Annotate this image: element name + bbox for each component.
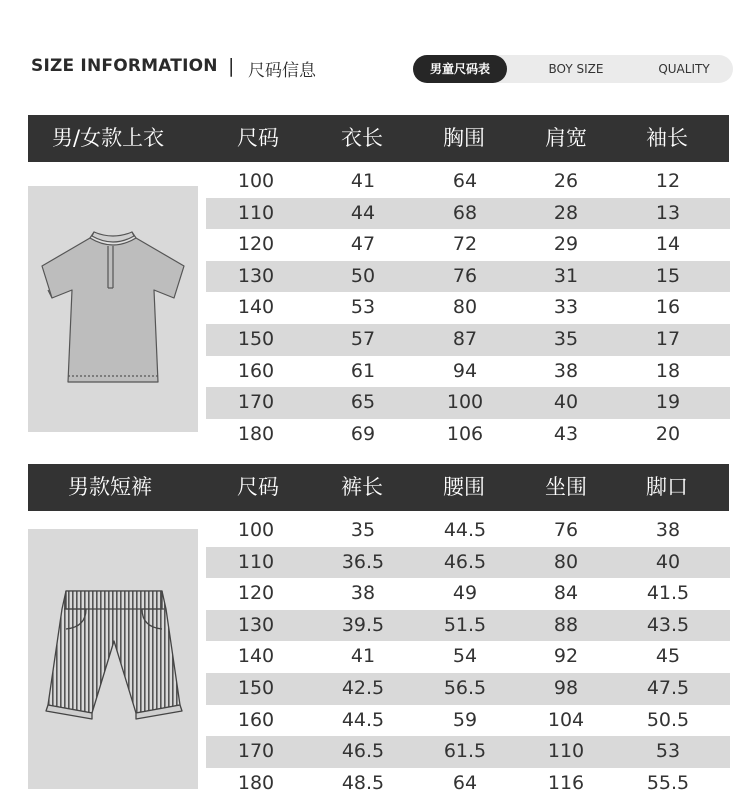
table-cell: 41 bbox=[350, 645, 376, 668]
table-cell: 150 bbox=[237, 677, 275, 699]
table-cell: 43.5 bbox=[646, 613, 690, 636]
table-cell: 120 bbox=[237, 233, 275, 256]
col-leg-opening: 脚口 bbox=[646, 475, 688, 499]
col-waist: 腰围 bbox=[443, 475, 485, 499]
table-cell: 59 bbox=[452, 708, 478, 731]
table-cell: 100 bbox=[237, 170, 275, 192]
table-cell: 53 bbox=[655, 740, 681, 763]
table-row bbox=[206, 673, 730, 705]
table-row bbox=[206, 324, 730, 356]
shorts-table-header bbox=[28, 464, 729, 511]
table-cell: 55.5 bbox=[646, 771, 690, 794]
table-cell: 170 bbox=[237, 740, 275, 763]
table-cell: 57 bbox=[350, 328, 376, 350]
col-size: 尺码 bbox=[237, 126, 279, 150]
shorts-category-label: 男款短裤 bbox=[68, 475, 152, 499]
table-cell: 120 bbox=[237, 582, 275, 605]
table-cell: 160 bbox=[237, 708, 275, 731]
table-cell: 50 bbox=[350, 264, 376, 287]
col-shoulder: 肩宽 bbox=[545, 126, 587, 150]
table-cell: 130 bbox=[237, 613, 275, 636]
table-cell: 14 bbox=[655, 233, 681, 256]
table-cell: 35 bbox=[553, 328, 579, 350]
table-cell: 38 bbox=[350, 582, 376, 605]
table-cell: 29 bbox=[553, 233, 579, 256]
table-cell: 40 bbox=[553, 391, 579, 414]
table-cell: 44 bbox=[350, 201, 376, 224]
table-cell: 40 bbox=[655, 550, 681, 573]
table-row bbox=[206, 387, 730, 419]
table-row bbox=[206, 515, 730, 547]
table-cell: 150 bbox=[237, 328, 275, 350]
table-cell: 180 bbox=[237, 422, 275, 445]
table-cell: 44.5 bbox=[443, 519, 487, 541]
table-cell: 48.5 bbox=[341, 771, 385, 794]
table-cell: 106 bbox=[446, 422, 484, 445]
table-cell: 47 bbox=[350, 233, 376, 256]
table-cell: 80 bbox=[452, 296, 478, 319]
table-cell: 36.5 bbox=[341, 550, 385, 573]
table-cell: 64 bbox=[452, 771, 478, 794]
table-row bbox=[206, 768, 730, 800]
table-cell: 116 bbox=[547, 771, 585, 794]
table-cell: 45 bbox=[655, 645, 681, 668]
table-cell: 110 bbox=[237, 550, 275, 573]
tops-image-panel bbox=[28, 186, 198, 432]
table-cell: 61 bbox=[350, 359, 376, 382]
col-size: 尺码 bbox=[237, 475, 279, 499]
table-cell: 12 bbox=[655, 170, 681, 192]
table-cell: 16 bbox=[655, 296, 681, 319]
tab-boy-size[interactable]: BOY SIZE bbox=[548, 62, 604, 76]
table-cell: 15 bbox=[655, 264, 681, 287]
table-cell: 42.5 bbox=[341, 677, 385, 699]
tops-table-header bbox=[28, 115, 729, 162]
table-cell: 49 bbox=[452, 582, 478, 605]
table-row bbox=[206, 356, 730, 388]
table-cell: 98 bbox=[553, 677, 579, 699]
striped-shorts-icon bbox=[28, 529, 198, 789]
table-cell: 104 bbox=[547, 708, 585, 731]
table-cell: 180 bbox=[237, 771, 275, 794]
polo-shirt-icon bbox=[28, 186, 198, 432]
table-cell: 94 bbox=[452, 359, 478, 382]
table-cell: 41 bbox=[350, 170, 376, 192]
table-cell: 69 bbox=[350, 422, 376, 445]
table-cell: 80 bbox=[553, 550, 579, 573]
col-chest: 胸围 bbox=[443, 126, 485, 150]
table-row bbox=[206, 610, 730, 642]
table-cell: 100 bbox=[237, 519, 275, 541]
table-row bbox=[206, 292, 730, 324]
table-cell: 38 bbox=[553, 359, 579, 382]
page-title-cn: 尺码信息 bbox=[248, 61, 316, 81]
table-cell: 110 bbox=[547, 740, 585, 763]
table-cell: 76 bbox=[452, 264, 478, 287]
table-cell: 18 bbox=[655, 359, 681, 382]
table-cell: 51.5 bbox=[443, 613, 487, 636]
tops-category-label: 男/女款上衣 bbox=[52, 126, 165, 150]
table-cell: 140 bbox=[237, 296, 275, 319]
table-cell: 64 bbox=[452, 170, 478, 192]
table-cell: 72 bbox=[452, 233, 478, 256]
table-cell: 84 bbox=[553, 582, 579, 605]
table-cell: 35 bbox=[350, 519, 376, 541]
table-cell: 76 bbox=[553, 519, 579, 541]
page-title: SIZE INFORMATION bbox=[31, 56, 218, 76]
table-cell: 160 bbox=[237, 359, 275, 382]
table-cell: 46.5 bbox=[341, 740, 385, 763]
table-cell: 170 bbox=[237, 391, 275, 414]
table-row bbox=[206, 166, 730, 198]
tab-boy-size-chart[interactable]: 男童尺码表 bbox=[413, 55, 507, 83]
table-cell: 20 bbox=[655, 422, 681, 445]
table-cell: 87 bbox=[452, 328, 478, 350]
table-cell: 41.5 bbox=[646, 582, 690, 605]
table-cell: 56.5 bbox=[443, 677, 487, 699]
table-cell: 65 bbox=[350, 391, 376, 414]
table-cell: 31 bbox=[553, 264, 579, 287]
table-cell: 38 bbox=[655, 519, 681, 541]
table-cell: 88 bbox=[553, 613, 579, 636]
title-separator: | bbox=[228, 55, 235, 77]
table-cell: 44.5 bbox=[341, 708, 385, 731]
table-cell: 110 bbox=[237, 201, 275, 224]
table-cell: 130 bbox=[237, 264, 275, 287]
table-cell: 50.5 bbox=[646, 708, 690, 731]
table-row bbox=[206, 705, 730, 737]
table-cell: 43 bbox=[553, 422, 579, 445]
col-pants-length: 裤长 bbox=[341, 475, 383, 499]
col-hip: 坐围 bbox=[545, 475, 587, 499]
table-row bbox=[206, 261, 730, 293]
table-cell: 54 bbox=[452, 645, 478, 668]
shorts-image-panel bbox=[28, 529, 198, 789]
table-row bbox=[206, 578, 730, 610]
col-length: 衣长 bbox=[341, 126, 383, 150]
table-row bbox=[206, 229, 730, 261]
table-cell: 100 bbox=[446, 391, 484, 414]
table-row bbox=[206, 198, 730, 230]
table-row bbox=[206, 641, 730, 673]
table-cell: 33 bbox=[553, 296, 579, 319]
table-row bbox=[206, 736, 730, 768]
table-cell: 39.5 bbox=[341, 613, 385, 636]
table-cell: 17 bbox=[655, 328, 681, 350]
table-cell: 61.5 bbox=[443, 740, 487, 763]
table-cell: 68 bbox=[452, 201, 478, 224]
table-cell: 28 bbox=[553, 201, 579, 224]
table-cell: 53 bbox=[350, 296, 376, 319]
table-cell: 26 bbox=[553, 170, 579, 192]
table-cell: 13 bbox=[655, 201, 681, 224]
table-cell: 19 bbox=[655, 391, 681, 414]
table-row bbox=[206, 419, 730, 451]
table-cell: 92 bbox=[553, 645, 579, 668]
size-tab-bar bbox=[413, 55, 733, 83]
table-cell: 46.5 bbox=[443, 550, 487, 573]
col-sleeve: 袖长 bbox=[646, 126, 688, 150]
table-cell: 140 bbox=[237, 645, 275, 668]
tab-quality[interactable]: QUALITY bbox=[658, 62, 710, 76]
table-cell: 47.5 bbox=[646, 677, 690, 699]
table-row bbox=[206, 547, 730, 579]
